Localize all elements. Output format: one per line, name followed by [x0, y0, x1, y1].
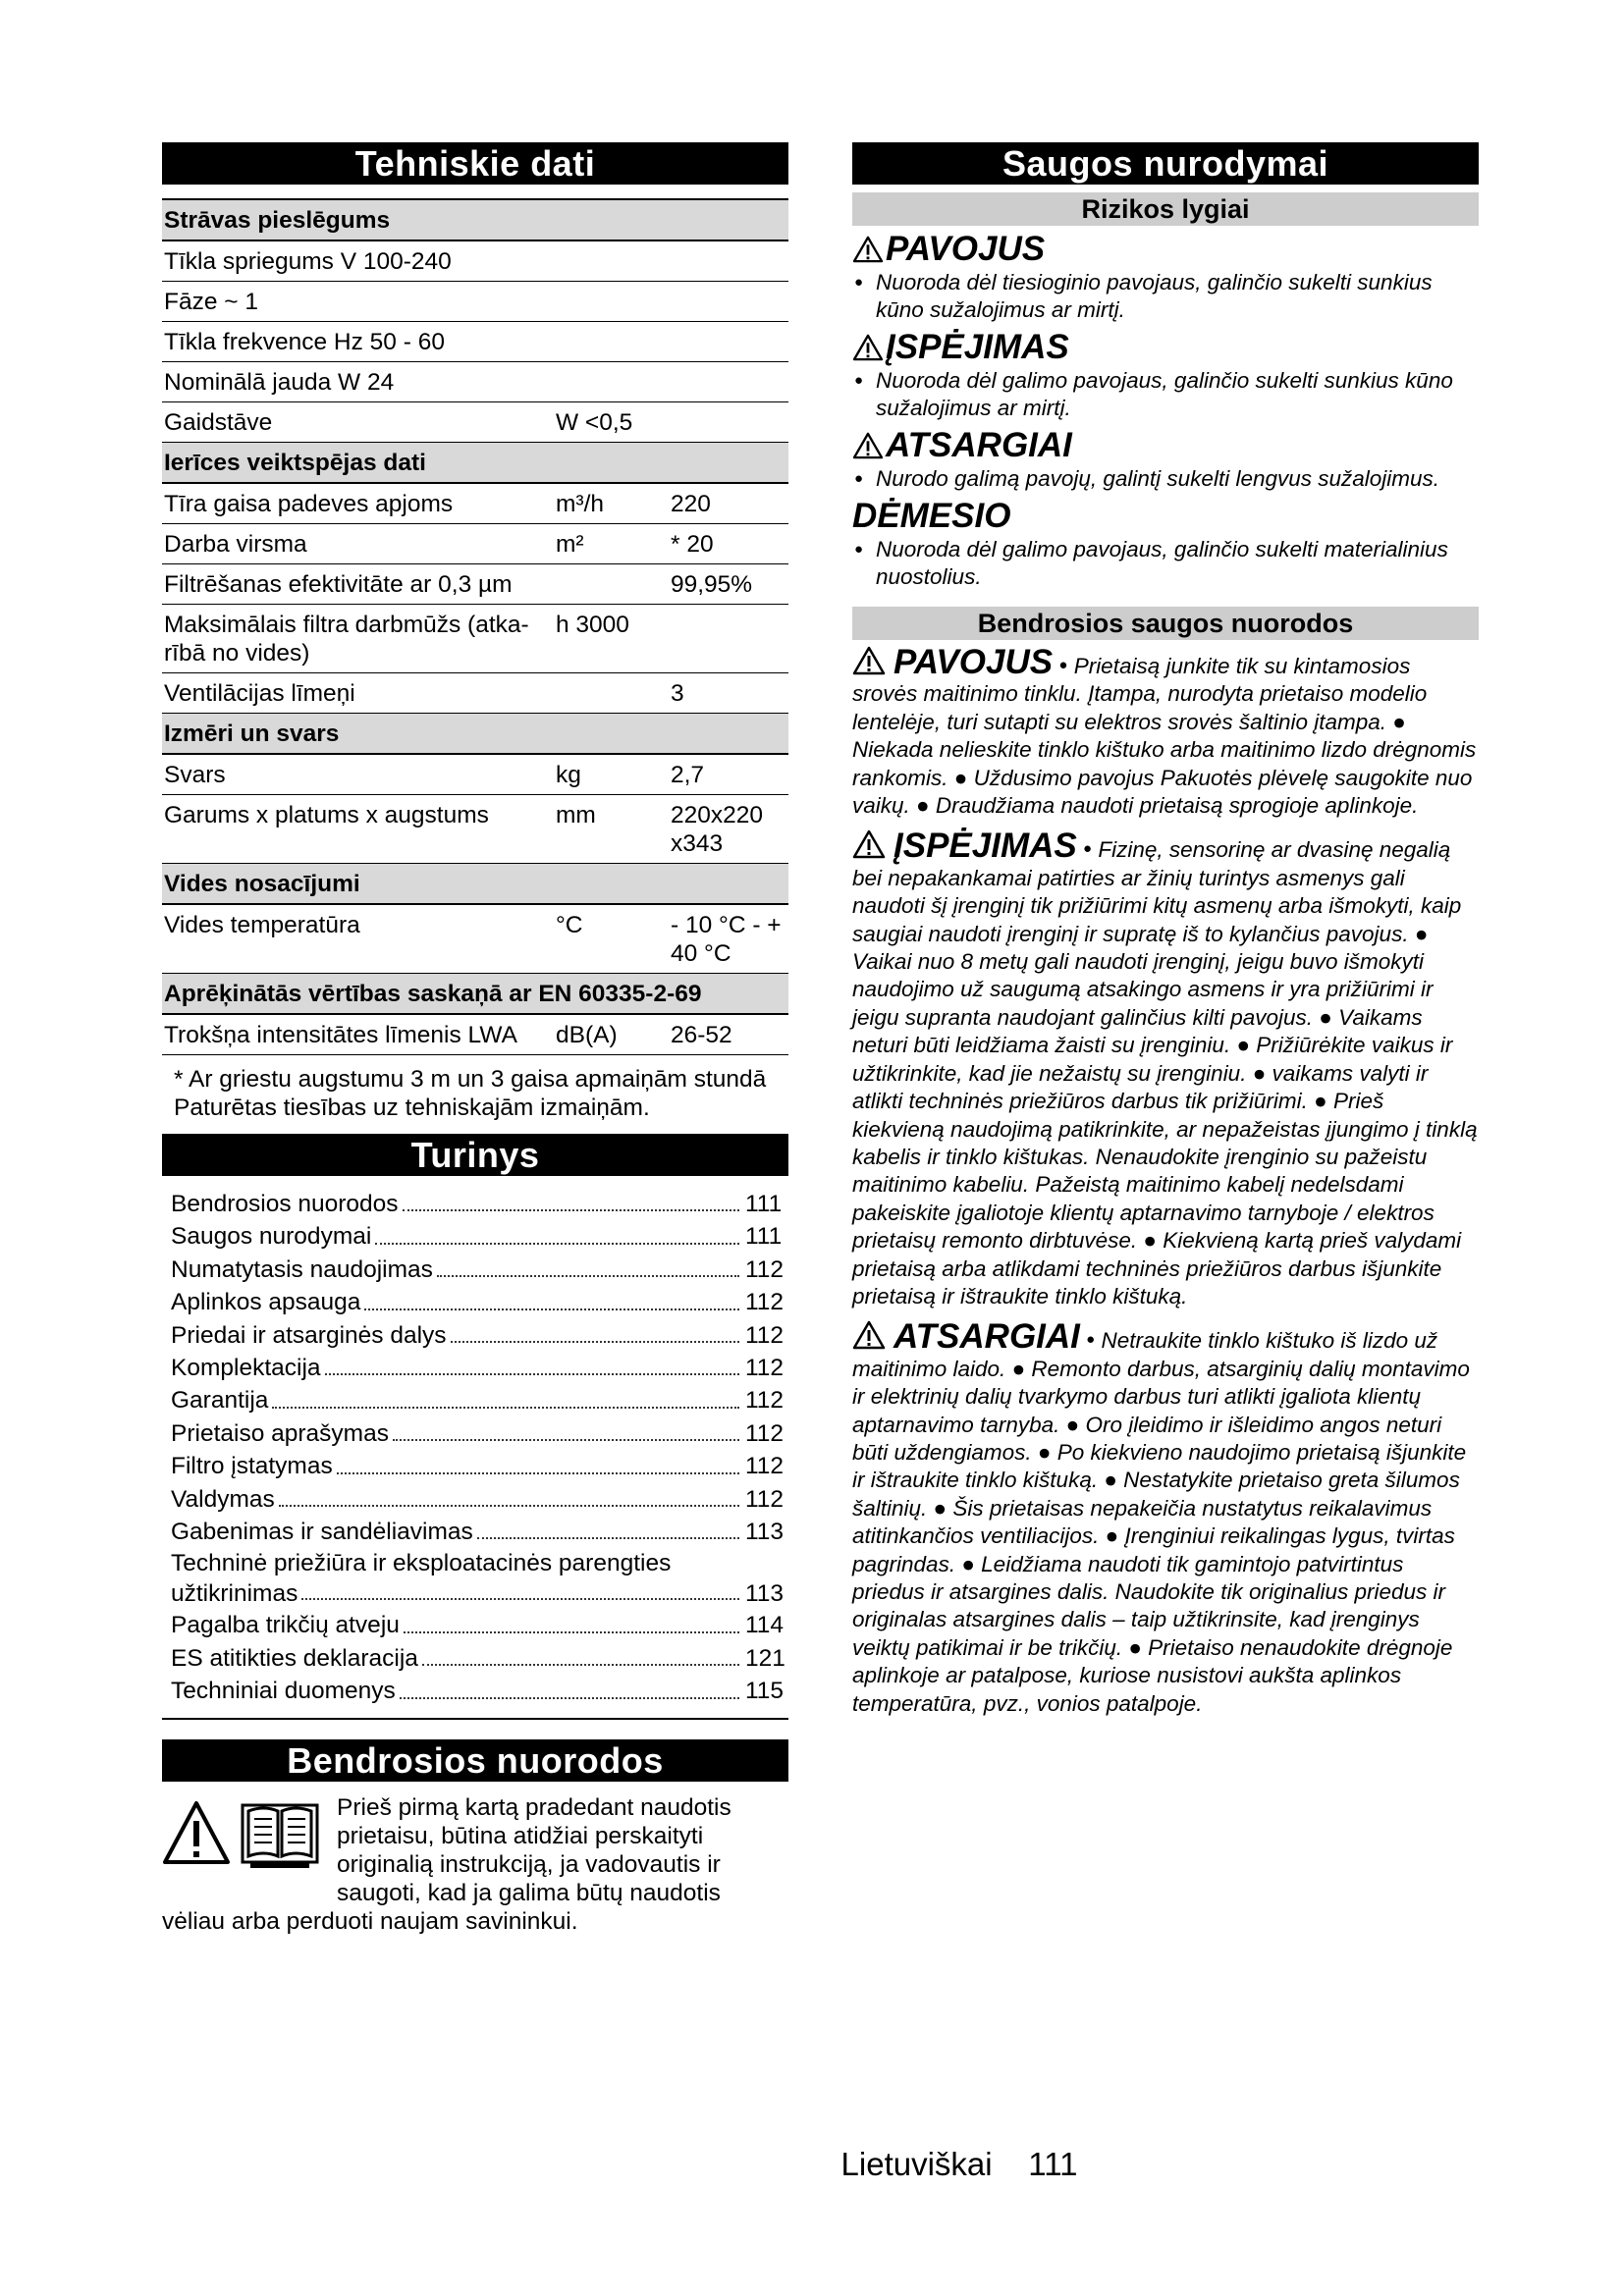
cell-value: 99,95% [671, 571, 753, 598]
warning-text: Fizinę, sensorinę ar dvasinę negalią bei nepakankamai patirties ar žinių turintys asmenys gali naudoti šį įrenginį tik prižiūrimi kitų asmenų arba išmokyti, kaip saugiai naudoti įrenginį ir supratę iš to kylančius pavojus. ● Vaikai nuo 8 metų gali naudoti įrenginį, jeigu buvo išmokyti naudojimo už saugumą atsakingo asmens ir yra prižiūrimi ir jeigu supranta naudojant galinčius kilti pavojus. ● Vaikams neturi būti leidžiama žaisti su įrenginiu. ● Prižiūrėkite vaikus ir užtikrinkite, kad jie nežaistų su įrenginiu. ● vaikams valyti ir atlikti techninės priežiūros darbus tik prižiūrimi. ● Prieš kiekvieną naudojimą patikrinkite, ar nepažeistas įjungimo į tinklą kabelis ir tinklo kištukas. Nenaudokite įrenginio su pažeistu maitinimo kabeliu. Pažeistą maitinimo kabelį nedelsdami pakeiskite įgaliotoje klientų aptarnavimo tarnyboje / elektros prietaisų remonto dirbtuvėse. ● Kiekvieną kartą prieš valydami prietaisą arba atlikdami techninės priežiūros darbus išjunkite prietaisą ir ištraukite tinklo kištuką. [852, 837, 1478, 1308]
cell-label: Tīkla spriegums V 100-240 [164, 248, 452, 275]
table-section-header [162, 974, 788, 1015]
toc-page: 112 [745, 1255, 785, 1283]
toc-label: Aplinkos apsauga [171, 1289, 361, 1316]
table-row [162, 905, 788, 974]
cell-label: Trokšņa intensitātes līmenis LWA [164, 1022, 517, 1048]
toc-label-continued [171, 1578, 788, 1609]
cell-value [669, 368, 788, 397]
page-footer [0, 2146, 1624, 2183]
risk-level-title [852, 426, 1479, 465]
toc-label: Bendrosios nuorodos [171, 1191, 399, 1217]
toc-leader [477, 1537, 739, 1539]
warning-lead: ĮSPĖJIMAS [893, 827, 1077, 866]
cell-label: Aprēķinātās vērtības saskaņā ar EN 60335-2-69 [164, 981, 702, 1007]
toc-entry [162, 1675, 788, 1707]
toc-entry [162, 1417, 788, 1450]
tech-footnote [162, 1065, 788, 1122]
risk-level-name: DĖMESIO [852, 497, 1011, 535]
toc-label: Filtro įstatymas [171, 1453, 333, 1480]
tech-data-table [162, 198, 788, 1055]
toc-entry [162, 1609, 788, 1641]
table-row [162, 755, 788, 795]
cell-value: 26-52 [671, 1022, 732, 1048]
toc-page: 112 [745, 1387, 785, 1415]
warning-triangle-icon [852, 829, 886, 859]
cell-unit [554, 247, 669, 276]
cell-value: 2,7 [671, 762, 705, 788]
right-column [852, 142, 1479, 1718]
toc-leader [404, 1631, 739, 1633]
tech-data-heading: Tehniskie dati [162, 142, 788, 185]
general-safety-heading: Bendrosios saugos nuorodos [852, 607, 1479, 640]
toc-entry [162, 1254, 788, 1286]
toc-page: 111 [745, 1191, 783, 1217]
toc-page: 114 [745, 1612, 785, 1639]
toc-label: Valdymas [171, 1485, 275, 1513]
toc-entry [162, 1286, 788, 1318]
footnote-line-2: Paturētas tiesības uz tehniskajām izmaiņām. [174, 1095, 650, 1121]
cell-label: Garums x platums x augstums [164, 802, 489, 828]
danger-text: Prietaisą junkite tik su kintamosios srovės maitinimo tinklu. Įtampa, nurodyta prietaiso modelio lentelėje, turi sutapti su elektros srovės šaltinio įtampa. ● Niekada nelieskite tinklo kištuko arba maitinimo lizdo drėgnomis rankomis. ● Uždusimo pavojus Pakuotės plėvelę saugokite nuo vaikų. ● Draudžiama naudoti prietaisą sprogioje aplinkoje. [852, 654, 1477, 819]
toc-leader [451, 1341, 739, 1343]
general-notes-text: Prieš pirmą kartą pradedant naudotis prietaisu, būtina atidžiai perskaityti originalią instrukciją, ja vadovautis ir saugoti, kad ja galima būtų naudotis vėliau arba perduoti naujam savininkui. [162, 1793, 731, 1935]
cell-label: Vides nosacījumi [164, 871, 360, 897]
risk-level-title [852, 230, 1479, 269]
toc-entry [162, 1642, 788, 1675]
cell-unit [554, 368, 669, 397]
toc-page: 113 [745, 1580, 785, 1608]
toc-page: 113 [745, 1519, 785, 1546]
cell-label: Tīkla frekvence Hz 50 - 60 [164, 329, 445, 355]
toc-label: Gabenimas ir sandėliavimas [171, 1519, 473, 1546]
risk-level-title [852, 497, 1479, 536]
caution-paragraph: ATSARGIAI ● Netraukite tinklo kištuko iš lizdo už maitinimo laido. ● Remonto darbus, atsarginių dalių montavimo ir elektrinių dalių tvarkymo darbus turi atlikti įgaliota klientų aptarnavimo tarnyba. ● Oro įleidimo ir išleidimo angos neturi būti uždengiamos. ● Po kiekvieno naudojimo prietaisą išjunkite ir ištraukite tinklo kištuką. ● Nestatykite prietaiso greta šilumos šaltinių. ● Šis prietaisas nepakeičia nustatytus reikalavimus atitinkančios ventiliacijos. ● Įrenginiui reikalingas lygus, tvirtas pagrindas. ● Leidžiama naudoti tik gamintojo patvirtintus priedus ir atsargines dalis. Naudokite tik originalius priedus ir originalas atsargines dalis – taip užtikrinsite, kad įrenginys veiktų patikimai ir be trikčių. ● Prietaiso nenaudokite drėgnoje aplinkoje ar patalpose, kuriose nusistovi aukšta aplinkos temperatūra, pvz., vonios patalpoje. [852, 1317, 1470, 1716]
table-row [162, 484, 788, 524]
cell-unit: mm [556, 802, 596, 828]
risk-level-description: ● Nuoroda dėl tiesioginio pavojaus, galinčio sukelti sunkius kūno sužalojimus ar mirtį. [852, 269, 1479, 324]
toc-leader [301, 1598, 739, 1600]
manual-book-icon [241, 1799, 319, 1870]
toc-leader [364, 1308, 739, 1310]
toc-label: Techninė priežiūra ir eksploatacinės parengties [171, 1550, 672, 1577]
table-row [162, 362, 788, 402]
toc-page: 121 [745, 1644, 785, 1672]
table-row [162, 322, 788, 362]
cell-value: - 10 °C - + 40 °C [671, 912, 782, 967]
danger-paragraph: PAVOJUS ● Prietaisą junkite tik su kintamosios srovės maitinimo tinklu. Įtampa, nurodyta prietaiso modelio lentelėje, turi sutapti su elektros srovės šaltinio įtampa. ● Niekada nelieskite tinklo kištuko arba maitinimo lizdo drėgnomis rankomis. ● Uždusimo pavojus Pakuotės plėvelę saugokite nuo vaikų. ● Draudžiama naudoti prietaisą sprogioje aplinkoje. [852, 643, 1477, 819]
toc-entry [162, 1548, 788, 1609]
cell-value [669, 611, 788, 667]
warning-triangle-icon [852, 1320, 886, 1350]
toc-label: ES atitikties deklaracija [171, 1644, 418, 1672]
cell-value [669, 288, 788, 316]
cell-unit [554, 679, 669, 708]
toc-entry [162, 1319, 788, 1352]
cell-value: * 20 [671, 531, 714, 558]
danger-lead: PAVOJUS [893, 643, 1054, 681]
cell-unit [554, 328, 669, 356]
toc-leader [422, 1664, 739, 1666]
footnote-line-1: * Ar griestu augstumu 3 m un 3 gaisa apmaiņām stundā [174, 1066, 767, 1093]
table-row [162, 795, 788, 864]
toc-leader [375, 1243, 739, 1245]
table-section-header [162, 864, 788, 905]
cell-label: Ventilācijas līmeņi [164, 680, 355, 707]
table-row [162, 564, 788, 605]
left-column [162, 142, 788, 1936]
toc-label: Garantija [171, 1387, 269, 1415]
cell-unit: °C [556, 912, 583, 938]
warning-triangle-icon [162, 1799, 231, 1868]
risk-level-name: PAVOJUS [886, 230, 1046, 268]
footer-language: Lietuviškai [840, 2146, 993, 2182]
warning-triangle-icon [852, 646, 886, 675]
toc-entry [162, 1516, 788, 1548]
cell-unit: m³/h [556, 491, 604, 517]
table-row [162, 605, 788, 673]
cell-unit: m² [556, 531, 584, 558]
cell-label: Izmēri un svars [164, 721, 340, 747]
risk-levels-heading: Rizikos lygiai [852, 192, 1479, 226]
cell-label: Svars [164, 762, 226, 788]
cell-label: Gaidstāve [164, 409, 273, 436]
toc-leader [403, 1209, 739, 1211]
table-row [162, 524, 788, 564]
risk-level-description: ● Nuoroda dėl galimo pavojaus, galinčio sukelti materialinius nuostolius. [852, 536, 1479, 591]
cell-value [669, 247, 788, 276]
warning-paragraph: ĮSPĖJIMAS ● Fizinę, sensorinę ar dvasinę negalią bei nepakankamai patirties ar žinių turintys asmenys gali naudoti šį įrenginį tik prižiūrimi kitų asmenų arba išmokyti, kaip saugiai naudoti įrenginį ir supratę iš to kylančius pavojus. ● Vaikai nuo 8 metų gali naudoti įrenginį, jeigu buvo išmokyti naudojimo už saugumą atsakingo asmens ir yra prižiūrimi ir jeigu supranta naudojant galinčius kilti pavojus. ● Vaikams neturi būti leidžiama žaisti su įrenginiu. ● Prižiūrėkite vaikus ir užtikrinkite, kad jie nežaistų su įrenginiu. ● vaikams valyti ir atlikti techninės priežiūros darbus tik prižiūrimi. ● Prieš kiekvieną naudojimą patikrinkite, ar nepažeistas įjungimo į tinklą kabelis ir tinklo kištukas. Nenaudokite įrenginio su pažeistu maitinimo kabeliu. Pažeistą maitinimo kabelį nedelsdami pakeiskite įgaliotoje klientų aptarnavimo tarnyboje / elektros prietaisų remonto dirbtuvėse. ● Kiekvieną kartą prieš valydami prietaisą arba atlikdami techninės priežiūros darbus išjunkite prietaisą ir ištraukite tinklo kištuką. [852, 827, 1478, 1308]
toc-leader [325, 1373, 739, 1375]
caution-text: Netraukite tinklo kištuko iš lizdo už maitinimo laido. ● Remonto darbus, atsarginių dalių montavimo ir elektrinių dalių tvarkymo darbus turi atlikti įgaliota klientų aptarnavimo tarnyba. ● Oro įleidimo ir išleidimo angos neturi būti uždengiamos. ● Po kiekvieno naudojimo prietaisą išjunkite ir ištraukite tinklo kištuką. ● Nestatykite prietaiso greta šilumos šaltinių. ● Šis prietaisas nepakeičia nustatytus reikalavimus atitinkančios ventiliacijos. ● Įrenginiui reikalingas lygus, tvirtas pagrindas. ● Leidžiama naudoti tik gamintojo patvirtintus priedus ir atsargines dalis. Naudokite tik originalius priedus ir originalas atsargines dalis – taip užtikrinsite, kad įrenginys veiktų patikimai ir be trikčių. ● Prietaiso nenaudokite drėgnoje aplinkoje ar patalpose, kuriose nusistovi aukšta aplinkos temperatūra, pvz., vonios patalpoje. [852, 1328, 1470, 1716]
toc-page: 112 [745, 1355, 785, 1382]
cell-label: Filtrēšanas efektivitāte ar 0,3 µm [164, 571, 513, 598]
table-row [162, 673, 788, 714]
cell-unit: dB(A) [556, 1022, 618, 1048]
table-section-header [162, 443, 788, 484]
toc-page: 115 [745, 1678, 785, 1705]
cell-label: Tīra gaisa padeves apjoms [164, 491, 454, 517]
toc-label: Saugos nurodymai [171, 1223, 372, 1251]
general-notes-text-block [162, 1793, 788, 1936]
cell-value: 220 [671, 491, 711, 517]
toc-label: užtikrinimas [171, 1580, 298, 1608]
toc-leader [337, 1472, 739, 1474]
cell-value [669, 408, 788, 437]
toc-leader [272, 1407, 739, 1409]
table-row [162, 282, 788, 322]
toc-label: Pagalba trikčių atveju [171, 1612, 400, 1639]
toc-page: 112 [745, 1289, 785, 1316]
toc-page: 111 [745, 1223, 783, 1251]
cell-unit [554, 288, 669, 316]
toc-page: 112 [745, 1321, 785, 1349]
toc-leader [279, 1505, 739, 1507]
warning-triangle-icon [852, 432, 884, 459]
toc-leader [393, 1439, 739, 1441]
toc-entry [162, 1220, 788, 1253]
risk-level-description: ● Nuoroda dėl galimo pavojaus, galinčio sukelti sunkius kūno sužalojimus ar mirtį. [852, 367, 1479, 422]
footer-page-number: 111 [1028, 2146, 1078, 2182]
cell-unit [554, 570, 669, 599]
toc-page: 112 [745, 1453, 785, 1480]
cell-label: Fāze ~ 1 [164, 289, 259, 315]
risk-levels [852, 230, 1479, 591]
toc-entry [162, 1450, 788, 1482]
risk-level-description: ● Nurodo galimą pavojų, galintį sukelti lengvus sužalojimus. [852, 465, 1479, 493]
cell-value: 3 [671, 680, 684, 707]
risk-level-name: ĮSPĖJIMAS [886, 328, 1069, 366]
table-section-header [162, 200, 788, 241]
table-row [162, 1015, 788, 1055]
toc-label: Komplektacija [171, 1355, 321, 1382]
intro-icons [162, 1799, 327, 1888]
cell-label: Ierīces veiktspējas dati [164, 450, 426, 476]
toc-entry [162, 1384, 788, 1416]
cell-label: Maksimālais filtra darbmūžs (atka-rībā no vides) [164, 612, 529, 667]
cell-label: Darba virsma [164, 531, 307, 558]
caution-lead: ATSARGIAI [893, 1317, 1080, 1357]
toc-leader [437, 1275, 739, 1277]
cell-label: Nominālā jauda W 24 [164, 369, 395, 396]
risk-level-title [852, 328, 1479, 367]
risk-level-name: ATSARGIAI [886, 426, 1072, 464]
cell-unit: h 3000 [556, 612, 629, 638]
table-of-contents [162, 1188, 788, 1720]
cell-value [669, 328, 788, 356]
toc-leader [400, 1697, 739, 1699]
cell-label: Strāvas pieslēgums [164, 207, 391, 234]
toc-entry [162, 1352, 788, 1384]
table-section-header [162, 714, 788, 755]
safety-heading: Saugos nurodymai [852, 142, 1479, 185]
cell-label: Vides temperatūra [164, 912, 360, 938]
toc-label: Priedai ir atsarginės dalys [171, 1321, 447, 1349]
toc-entry [162, 1188, 788, 1220]
toc-label: Prietaiso aprašymas [171, 1419, 389, 1447]
table-row [162, 402, 788, 443]
toc-label: Numatytasis naudojimas [171, 1255, 433, 1283]
general-notes-heading: Bendrosios nuorodos [162, 1739, 788, 1782]
toc-page: 112 [745, 1419, 785, 1447]
toc-label: Techniniai duomenys [171, 1678, 396, 1705]
toc-heading: Turinys [162, 1134, 788, 1176]
cell-unit: W <0,5 [556, 409, 633, 436]
toc-page: 112 [745, 1485, 785, 1513]
cell-unit: kg [556, 762, 581, 788]
warning-triangle-icon [852, 236, 884, 263]
cell-value: 220x220 x343 [671, 802, 764, 857]
table-row [162, 241, 788, 282]
toc-entry [162, 1483, 788, 1516]
warning-triangle-icon [852, 334, 884, 361]
